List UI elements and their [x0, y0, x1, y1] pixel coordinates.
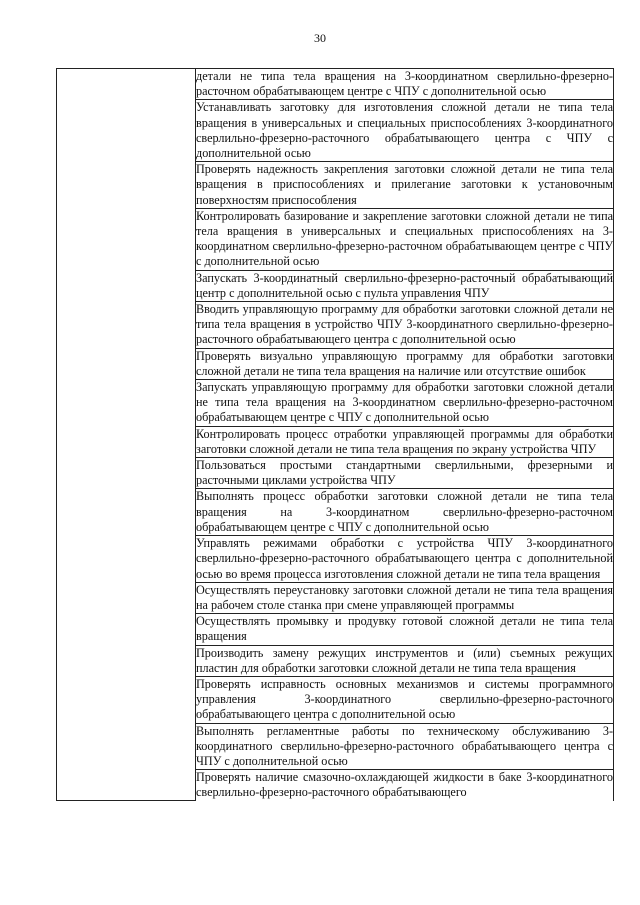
- table-cell: [196, 489, 614, 536]
- cell-text: Вводить управляющую программу для обработки заготовки сложной детали не типа тела вращения в устройство ЧПУ 3-координатного сверлильно-фрезерно-расточного обрабатывающего центра с дополнительной осью: [196, 302, 613, 347]
- cell-text: Контролировать процесс отработки управляющей программы для обработки заготовки сложной детали не типа тела вращения по экрану устройства ЧПУ: [196, 426, 613, 456]
- table-cell: [196, 348, 614, 379]
- table-cell: [196, 380, 614, 427]
- cell-text: Проверять надежность закрепления заготовки сложной детали не типа тела вращения в приспособлениях и прилегание заготовки к установочным поверхностям приспособления: [196, 162, 613, 207]
- cell-text: Осуществлять переустановку заготовки сложной детали не типа тела вращения на рабочем столе станка при смене управляющей программы: [196, 582, 613, 612]
- table-cell: [196, 69, 614, 100]
- left-column-cell: [57, 69, 196, 801]
- cell-text: Управлять режимами обработки с устройства ЧПУ 3-координатного сверлильно-фрезерно-расточного обрабатывающего центра с дополнительной осью во время процесса изготовления сложной детали не типа тела вращения: [196, 536, 613, 581]
- table-cell: [196, 208, 614, 270]
- table-row: [57, 69, 614, 100]
- table-cell: [196, 582, 614, 613]
- table-cell: [196, 614, 614, 645]
- cell-text: Устанавливать заготовку для изготовления сложной детали не типа тела вращения в универсальных и специальных приспособлениях 3-координатного сверлильно-фрезерно-расточного обрабатывающего центра с ЧПУ с дополнительной осью: [196, 100, 613, 161]
- table-cell: [196, 536, 614, 583]
- cell-text: Контролировать базирование и закрепление заготовки сложной детали не типа тела вращения в универсальных и специальных приспособлениях на 3-координатном сверлильно-фрезерно-расточном обрабатывающем центре с ЧПУ с дополнительной осью: [196, 208, 613, 269]
- table-cell: [196, 723, 614, 770]
- table-cell: [196, 676, 614, 723]
- cell-text: Производить замену режущих инструментов и (или) съемных режущих пластин для обработки заготовки сложной детали не типа тела вращения: [196, 645, 613, 675]
- table-cell: [196, 770, 614, 801]
- cell-text: Выполнять процесс обработки заготовки сложной детали не типа тела вращения на 3-координатном сверлильно-фрезерно-расточном обрабатывающем центре с ЧПУ с дополнительной осью: [196, 489, 613, 534]
- page-number: 30: [314, 31, 326, 45]
- skills-table: [56, 68, 614, 801]
- cell-text: Пользоваться простыми стандартными сверлильными, фрезерными и расточными циклами устройства ЧПУ: [196, 458, 613, 488]
- table-cell: [196, 426, 614, 457]
- cell-text: Проверять исправность основных механизмов и системы программного управления 3-координатного сверлильно-фрезерно-расточного обрабатывающего центра с дополнительной осью: [196, 676, 613, 722]
- table-cell: [196, 458, 614, 489]
- cell-text: детали не типа тела вращения на 3-координатном сверлильно-фрезерно-расточном обрабатывающем центре с ЧПУ с дополнительной осью: [196, 69, 613, 99]
- cell-text: Проверять визуально управляющую программу для обработки заготовки сложной детали не типа тела вращения на наличие или отсутствие ошибок: [196, 348, 613, 378]
- table-body: [57, 69, 614, 801]
- cell-text: Осуществлять промывку и продувку готовой сложной детали не типа тела вращения: [196, 614, 613, 644]
- table-cell: [196, 100, 614, 162]
- table-cell: [196, 645, 614, 676]
- table-cell: [196, 302, 614, 349]
- table-cell: [196, 270, 614, 301]
- cell-text: Выполнять регламентные работы по техническому обслуживанию 3-координатного сверлильно-фрезерно-расточного обрабатывающего центра с ЧПУ с дополнительной осью: [196, 723, 613, 768]
- table-cell: [196, 162, 614, 209]
- cell-text: Запускать управляющую программу для обработки заготовки сложной детали не типа тела вращения на 3-координатном сверлильно-фрезерно-расточном обрабатывающем центре с ЧПУ с дополнительной осью: [196, 380, 613, 425]
- cell-text: Проверять наличие смазочно-охлаждающей жидкости в баке 3-координатного сверлильно-фрезерно-расточного обрабатывающего: [196, 770, 613, 800]
- cell-text: Запускать 3-координатный сверлильно-фрезерно-расточный обрабатывающий центр с дополнительной осью с пульта управления ЧПУ: [196, 270, 613, 300]
